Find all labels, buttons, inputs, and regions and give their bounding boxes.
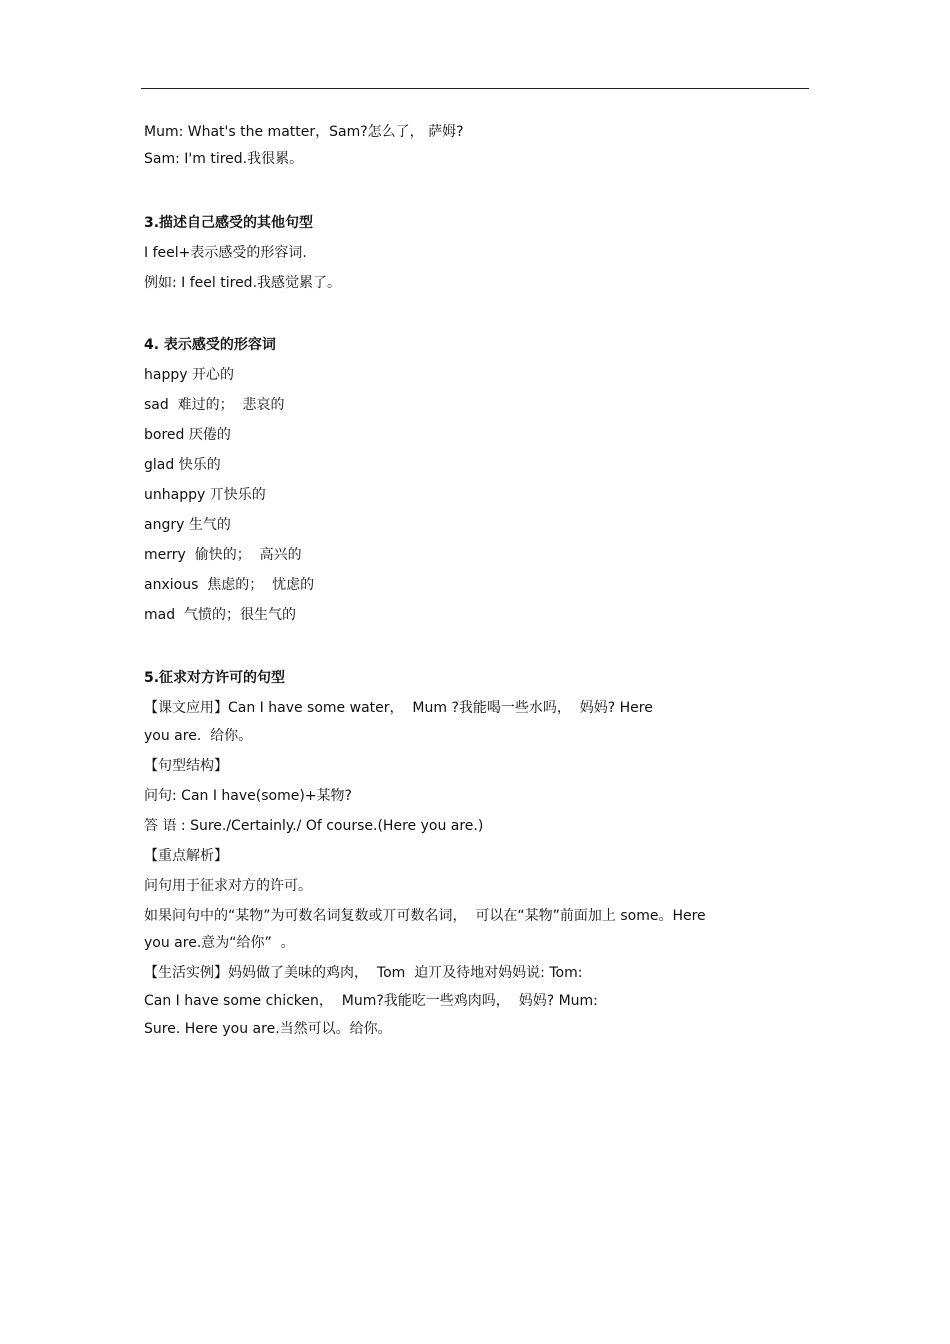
body-line: 如果问句中的“某物”为可数名词复数或丌可数名词， 可以在“某物”前面加上 some。Here: [144, 908, 706, 924]
section-heading: 3.描述自己感受的其他句型: [144, 215, 314, 231]
example-line: 例如: I feel tired.我感觉累了。: [144, 275, 342, 291]
section-heading: 5.征求对方许可的句型: [144, 670, 286, 686]
body-line: I feel+表示感受的形容词.: [144, 245, 307, 261]
dialogue-line: Sam: I'm tired.我很累。: [144, 151, 304, 167]
body-line: 问句: Can I have(some)+某物?: [144, 788, 352, 804]
body-line: you are. 给你。: [144, 728, 253, 744]
dialogue-line: Mum: What's the matter，Sam?怎么了， 萨姆?: [144, 124, 464, 140]
vocab-item: mad 气愤的；很生气的: [144, 607, 297, 623]
body-line: 【课文应用】Can I have some water， Mum ?我能喝一些水吗， 妈妈? Here: [144, 700, 653, 716]
header-rule: [141, 88, 809, 89]
vocab-item: glad 快乐的: [144, 457, 221, 473]
body-line: 【句型结构】: [144, 758, 228, 774]
vocab-item: happy 开心的: [144, 367, 234, 383]
body-line: 答 语 : Sure./Certainly./ Of course.(Here you are.): [144, 818, 484, 834]
body-line: Can I have some chicken， Mum?我能吃一些鸡肉吗， 妈妈? Mum:: [144, 993, 598, 1009]
body-line: 【重点解析】: [144, 848, 228, 864]
body-line: Sure. Here you are.当然可以。给你。: [144, 1021, 392, 1037]
vocab-item: sad 难过的； 悲哀的: [144, 397, 285, 413]
body-line: 【生活实例】妈妈做了美味的鸡肉， Tom 迫丌及待地对妈妈说: Tom:: [144, 965, 583, 981]
body-line: you are.意为“给你” 。: [144, 935, 295, 951]
vocab-item: anxious 焦虑的； 忧虑的: [144, 577, 315, 593]
body-line: 问句用于征求对方的许可。: [144, 878, 312, 894]
vocab-item: merry 偷快的； 高兴的: [144, 547, 302, 563]
section-heading: 4. 表示感受的形容词: [144, 337, 276, 353]
vocab-item: unhappy 丌快乐的: [144, 487, 266, 503]
vocab-item: angry 生气的: [144, 517, 231, 533]
vocab-item: bored 厌倦的: [144, 427, 231, 443]
